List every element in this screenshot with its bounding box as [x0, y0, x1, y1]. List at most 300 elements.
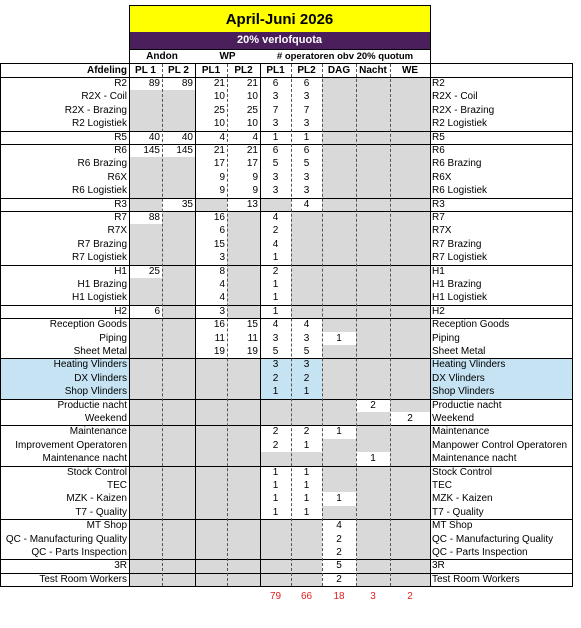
col-divider-dashed — [227, 64, 228, 586]
group-separator — [0, 573, 572, 574]
value-a1: 89 — [148, 78, 160, 89]
grey-cell — [227, 425, 260, 438]
value-o2: 5 — [303, 346, 310, 357]
grid-bottom — [0, 586, 572, 587]
grey-cell — [356, 278, 390, 291]
col-divider-dashed — [322, 64, 323, 586]
grey-cell — [322, 278, 356, 291]
row-label: H1 Logistiek — [71, 292, 127, 304]
row-label-right: R6 Logistiek — [432, 185, 488, 197]
value-w2: 15 — [246, 319, 258, 331]
value-o2: 5 — [303, 158, 310, 170]
grey-cell — [195, 439, 227, 452]
grey-cell — [195, 492, 227, 505]
grey-cell — [260, 452, 291, 465]
header-op-pl1: PL1 — [266, 65, 285, 76]
value-a2: 89 — [181, 78, 193, 89]
row-label-right: Manpower Control Operatoren — [432, 439, 568, 451]
group-separator — [0, 559, 572, 560]
grey-cell — [162, 291, 195, 304]
header-we: WE — [401, 65, 419, 76]
grey-cell — [291, 546, 322, 559]
grey-cell — [195, 533, 227, 546]
grey-cell — [162, 452, 195, 465]
value-o2: 3 — [303, 171, 310, 183]
grey-cell — [162, 479, 195, 492]
grey-cell — [390, 358, 430, 371]
value-dag: 2 — [336, 573, 342, 585]
grey-cell — [227, 358, 260, 371]
grey-cell — [129, 117, 162, 130]
grey-cell — [162, 184, 195, 197]
grey-cell — [129, 559, 162, 572]
header-wp-pl2: PL2 — [234, 65, 253, 76]
grey-cell — [227, 479, 260, 492]
value-w1: 3 — [219, 252, 225, 264]
group-separator — [0, 425, 572, 426]
grey-cell — [291, 452, 322, 465]
row-label-right: H1 — [432, 265, 445, 277]
col-divider-dashed — [291, 64, 292, 586]
header-andon-pl2: PL 2 — [168, 65, 189, 76]
grey-cell — [129, 452, 162, 465]
grey-cell — [322, 211, 356, 224]
row-label: H1 — [114, 265, 127, 277]
value-a1: 6 — [154, 305, 160, 317]
row-label: QC - Manufacturing Quality — [5, 533, 127, 545]
row-label: R2 — [114, 78, 127, 89]
row-label: T7 - Quality — [75, 506, 127, 518]
grey-cell — [322, 412, 356, 425]
row-label: Improvement Operatoren — [15, 439, 127, 451]
grey-cell — [195, 546, 227, 559]
value-o1: 3 — [272, 171, 279, 183]
value-a1: 40 — [148, 131, 160, 143]
grey-cell — [390, 305, 430, 318]
row-label-right: R5 — [432, 131, 445, 143]
value-o2: 1 — [303, 506, 310, 518]
grey-cell — [390, 533, 430, 546]
value-w2: 9 — [252, 185, 258, 197]
grey-cell — [322, 171, 356, 184]
row-label: H2 — [114, 305, 127, 317]
value-o2: 7 — [303, 104, 310, 116]
col-border — [129, 5, 130, 587]
row-label-right: Maintenance — [432, 426, 490, 438]
grey-cell — [227, 291, 260, 304]
grey-cell — [322, 318, 356, 331]
grey-cell — [227, 466, 260, 479]
value-a1: 88 — [148, 212, 160, 223]
value-a2: 40 — [181, 131, 193, 143]
header-top-line — [129, 49, 430, 50]
value-o1: 1 — [272, 506, 279, 518]
grey-cell — [390, 425, 430, 438]
header-andon-pl1: PL 1 — [135, 65, 156, 76]
grey-cell — [227, 265, 260, 278]
row-label: Piping — [99, 332, 127, 344]
value-o2: 3 — [303, 332, 310, 344]
grey-cell — [129, 412, 162, 425]
col-divider-dashed — [356, 64, 357, 586]
grey-cell — [162, 399, 195, 412]
grey-cell — [356, 506, 390, 519]
row-label: R2X - Brazing — [64, 104, 127, 116]
grey-cell — [129, 104, 162, 117]
grey-cell — [291, 278, 322, 291]
value-dag: 1 — [336, 426, 342, 438]
value-o1: 1 — [272, 493, 279, 505]
grey-cell — [195, 506, 227, 519]
group-separator — [0, 211, 572, 212]
grey-cell — [390, 238, 430, 251]
grey-cell — [162, 90, 195, 103]
grey-cell — [162, 358, 195, 371]
grey-cell — [322, 372, 356, 385]
value-dag: 2 — [336, 533, 342, 545]
grey-cell — [291, 519, 322, 532]
grey-cell — [356, 412, 390, 425]
grey-cell — [390, 399, 430, 412]
value-o1: 3 — [272, 185, 279, 197]
grey-cell — [162, 519, 195, 532]
grey-cell — [129, 171, 162, 184]
value-w1: 25 — [213, 104, 225, 116]
grey-cell — [356, 198, 390, 211]
row-label: Weekend — [84, 413, 127, 424]
value-o1: 2 — [272, 265, 279, 277]
grey-cell — [162, 385, 195, 398]
value-w2: 13 — [246, 198, 258, 210]
grey-cell — [227, 224, 260, 237]
grey-cell — [129, 198, 162, 211]
grey-cell — [162, 573, 195, 586]
col-border — [195, 63, 196, 587]
grey-cell — [390, 291, 430, 304]
row-label-right: Productie nacht — [432, 399, 502, 411]
group-wp: WP — [219, 51, 236, 62]
total-nacht: 3 — [370, 591, 376, 602]
grey-cell — [322, 117, 356, 130]
grey-cell — [227, 506, 260, 519]
grey-cell — [129, 492, 162, 505]
value-a1: 145 — [143, 145, 160, 156]
value-o1: 4 — [272, 238, 279, 250]
row-label-right: R6X — [432, 171, 452, 183]
row-label: R6X — [107, 171, 127, 183]
value-w1: 21 — [213, 78, 225, 89]
row-label-right: R7 — [432, 212, 445, 223]
col-border — [430, 5, 431, 587]
header-op-pl2: PL2 — [297, 65, 316, 76]
grey-cell — [195, 198, 227, 211]
grey-cell — [162, 492, 195, 505]
grey-cell — [291, 251, 322, 264]
grey-cell — [129, 372, 162, 385]
grey-cell — [162, 559, 195, 572]
grey-cell — [195, 399, 227, 412]
grey-cell — [162, 157, 195, 170]
grey-cell — [356, 439, 390, 452]
grey-cell — [260, 412, 291, 425]
grey-cell — [390, 265, 430, 278]
grey-cell — [390, 131, 430, 144]
grey-cell — [129, 439, 162, 452]
col-border — [0, 63, 1, 587]
grey-cell — [356, 372, 390, 385]
grey-cell — [356, 90, 390, 103]
value-a2: 35 — [181, 198, 193, 210]
grey-cell — [291, 412, 322, 425]
row-label-right: DX Vlinders — [432, 372, 485, 384]
value-w1: 16 — [213, 212, 225, 223]
total-we: 2 — [407, 591, 413, 602]
value-o1: 3 — [272, 332, 279, 344]
grey-cell — [195, 412, 227, 425]
grey-cell — [129, 519, 162, 532]
grey-cell — [162, 211, 195, 224]
value-dag: 1 — [336, 493, 342, 505]
grey-cell — [390, 479, 430, 492]
grey-cell — [356, 131, 390, 144]
grey-cell — [129, 251, 162, 264]
grey-cell — [227, 519, 260, 532]
value-o1: 4 — [272, 319, 279, 331]
grey-cell — [260, 198, 291, 211]
grey-cell — [390, 559, 430, 572]
row-label: R6 Brazing — [77, 158, 127, 170]
value-w1: 4 — [219, 292, 225, 304]
grey-cell — [322, 184, 356, 197]
value-w1: 11 — [214, 332, 225, 344]
grey-cell — [162, 506, 195, 519]
row-label-right: Heating Vlinders — [432, 359, 506, 371]
group-separator — [0, 399, 572, 400]
grey-cell — [356, 238, 390, 251]
grey-cell — [322, 251, 356, 264]
value-w1: 10 — [213, 91, 225, 103]
grey-cell — [356, 559, 390, 572]
grey-cell — [129, 90, 162, 103]
grey-cell — [227, 439, 260, 452]
value-w2: 19 — [246, 346, 258, 357]
value-nacht: 1 — [370, 453, 376, 465]
grey-cell — [356, 573, 390, 586]
grey-cell — [291, 559, 322, 572]
value-a1: 25 — [148, 265, 160, 277]
grey-cell — [162, 546, 195, 559]
grey-cell — [390, 198, 430, 211]
grey-cell — [356, 251, 390, 264]
row-label: R7 — [114, 212, 127, 223]
row-label-right: 3R — [432, 560, 445, 572]
value-w2: 21 — [246, 78, 258, 89]
grey-cell — [390, 117, 430, 130]
grey-cell — [162, 238, 195, 251]
value-o2: 2 — [303, 372, 310, 384]
grey-cell — [322, 77, 356, 90]
grey-cell — [162, 466, 195, 479]
row-label: Sheet Metal — [73, 346, 127, 357]
grey-cell — [356, 184, 390, 197]
grey-cell — [356, 265, 390, 278]
grey-cell — [322, 157, 356, 170]
row-label: Reception Goods — [49, 319, 127, 331]
grey-cell — [390, 90, 430, 103]
value-we: 2 — [407, 413, 413, 424]
grey-cell — [227, 251, 260, 264]
grey-cell — [390, 224, 430, 237]
grey-cell — [162, 171, 195, 184]
group-separator — [0, 198, 572, 199]
grey-cell — [162, 345, 195, 358]
row-label: MZK - Kaizen — [66, 493, 127, 505]
grey-cell — [162, 104, 195, 117]
value-o2: 3 — [303, 359, 310, 371]
value-o1: 1 — [272, 466, 279, 478]
grey-cell — [162, 251, 195, 264]
grey-cell — [322, 104, 356, 117]
value-nacht: 2 — [370, 399, 376, 411]
value-w2: 17 — [246, 158, 258, 170]
grey-cell — [162, 533, 195, 546]
grey-cell — [129, 224, 162, 237]
row-label-right: QC - Parts Inspection — [432, 547, 528, 558]
value-o1: 1 — [272, 480, 279, 491]
header-afdeling: Afdeling — [87, 65, 127, 76]
row-label-right: R2X - Brazing — [432, 104, 495, 116]
row-label-right: R2X - Coil — [432, 91, 478, 103]
grey-cell — [129, 184, 162, 197]
grey-cell — [356, 533, 390, 546]
grey-cell — [260, 533, 291, 546]
grey-cell — [356, 479, 390, 492]
grey-cell — [227, 305, 260, 318]
row-label: Maintenance — [69, 426, 127, 438]
row-label: R2X - Coil — [81, 91, 127, 103]
grey-cell — [162, 425, 195, 438]
grey-cell — [291, 399, 322, 412]
value-w1: 9 — [219, 171, 225, 183]
row-label: Stock Control — [66, 466, 127, 478]
group-separator — [0, 131, 572, 132]
value-o1: 1 — [272, 305, 279, 317]
grey-cell — [162, 278, 195, 291]
value-o2: 3 — [303, 118, 310, 130]
value-o1: 5 — [272, 158, 279, 170]
total-o2: 66 — [300, 591, 313, 602]
total-o1: 79 — [269, 591, 282, 602]
value-o2: 4 — [303, 198, 310, 210]
grey-cell — [322, 224, 356, 237]
col-divider-dashed — [390, 64, 391, 586]
grey-cell — [227, 372, 260, 385]
grey-cell — [260, 546, 291, 559]
grey-cell — [390, 452, 430, 465]
row-label-right: Maintenance nacht — [432, 453, 517, 465]
row-label: DX Vlinders — [74, 372, 127, 384]
grey-cell — [322, 238, 356, 251]
grey-cell — [356, 345, 390, 358]
grey-cell — [162, 412, 195, 425]
row-label: H1 Brazing — [77, 279, 127, 290]
grey-cell — [195, 479, 227, 492]
value-o1: 2 — [272, 439, 279, 451]
value-o1: 3 — [272, 359, 279, 371]
value-dag: 5 — [336, 560, 342, 572]
row-label-right: R2 Logistiek — [432, 118, 488, 130]
grey-cell — [390, 506, 430, 519]
grey-cell — [227, 452, 260, 465]
grey-cell — [227, 278, 260, 291]
row-label: Maintenance nacht — [42, 453, 127, 465]
group-separator — [0, 265, 572, 266]
grey-cell — [322, 90, 356, 103]
grey-cell — [322, 439, 356, 452]
grey-cell — [162, 372, 195, 385]
row-label-right: R7 Logistiek — [432, 252, 488, 264]
title-border-top — [129, 5, 430, 6]
header-nacht: Nacht — [359, 65, 387, 76]
row-label-right: QC - Manufacturing Quality — [432, 533, 554, 545]
grey-cell — [356, 305, 390, 318]
grey-cell — [291, 291, 322, 304]
row-label-right: R7 Brazing — [432, 238, 482, 250]
grey-cell — [291, 211, 322, 224]
value-o2: 1 — [303, 466, 310, 478]
grey-cell — [390, 211, 430, 224]
grey-cell — [162, 265, 195, 278]
row-label-right: T7 - Quality — [432, 506, 484, 518]
grey-cell — [291, 224, 322, 237]
row-label-right: H2 — [432, 305, 445, 317]
grey-cell — [322, 399, 356, 412]
group-operators: # operatoren obv 20% quotum — [276, 51, 414, 62]
value-w2: 10 — [246, 118, 258, 130]
grey-cell — [162, 224, 195, 237]
grey-cell — [390, 332, 430, 345]
value-o1: 6 — [272, 78, 279, 89]
row-label-right: H1 Brazing — [432, 279, 482, 290]
grey-cell — [356, 519, 390, 532]
value-w1: 16 — [213, 319, 225, 331]
col-border — [260, 63, 261, 587]
value-o1: 1 — [272, 252, 279, 264]
value-o2: 1 — [303, 131, 310, 143]
grey-cell — [322, 265, 356, 278]
grey-cell — [322, 358, 356, 371]
grey-cell — [260, 559, 291, 572]
grey-cell — [129, 157, 162, 170]
grey-cell — [356, 466, 390, 479]
grey-cell — [356, 492, 390, 505]
value-w2: 21 — [246, 145, 258, 156]
row-label: MT Shop — [86, 520, 127, 532]
grey-cell — [291, 573, 322, 586]
grey-cell — [390, 345, 430, 358]
grey-cell — [291, 265, 322, 278]
grey-cell — [195, 358, 227, 371]
row-label-right: R6 — [432, 145, 445, 156]
grey-cell — [322, 479, 356, 492]
grey-cell — [322, 198, 356, 211]
value-o2: 3 — [303, 91, 310, 103]
row-label: R5 — [114, 131, 127, 143]
grey-cell — [260, 573, 291, 586]
grey-cell — [227, 211, 260, 224]
row-label-right: H1 Logistiek — [432, 292, 488, 304]
grey-cell — [129, 332, 162, 345]
